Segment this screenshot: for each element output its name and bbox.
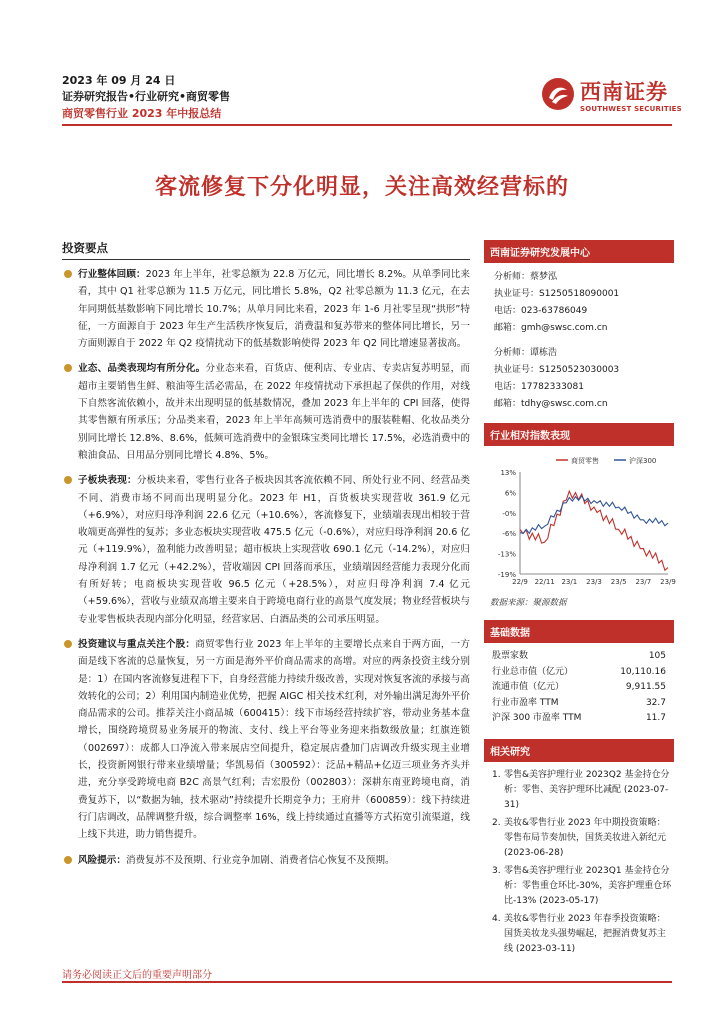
row-label: 沪深 300 市盈率 TTM	[492, 713, 582, 723]
bullet-text: 商贸零售行业 2023 年上半年的主要增长点来自于两方面，一方面是线下客流的总量恢复，另一方面是海外平价商品需求的高增。对应的两条投资主线分别是：1）在国内客流修复进程下下，自身经营能力持续升级改善，实现对恢复客流的承接与高效转化的公司；2）利用国内制造业优势，把握 AIGC 相关技术红利，对外输出满足海外平价商品需求的公司。推荐关注小商品城（600415）：线下市场经营持续扩容，带动业务基本盘增长，围绕跨境贸易业务展开的物流、支付、线上平台等业务迎来指数级放量；红旗连锁（002697）：成都人口净流入带来展店空间提升，稳定展店叠加门店调改升级实现主业增长，投资新网银行带来业绩增量；华凯易佰（300592）：泛品+精品+亿迈三项业务齐头并进，充分享受跨境电商 B2C 高景气红利；吉宏股份（002803）：深耕东南亚跨境电商，消费复苏下，以“数据为轴，技术驱动”持续提升长期竞争力；王府井（600859）：线下持续进行门店调改，品牌调整升级，综合调整率 16%，线上持续通过直播等方式拓宽引流渠道，线上线下共进，助力销售提升。	[78, 638, 471, 841]
analyst-license: 执业证号：S1250523030003	[494, 365, 620, 375]
basic-data-table	[484, 649, 674, 727]
item-number: 2.	[492, 817, 501, 828]
footer-divider	[62, 981, 672, 983]
related-research-item[interactable]	[484, 864, 674, 909]
y-tick-label: -13%	[497, 550, 516, 559]
footer-disclaimer[interactable]: 请务必阅读正文后的重要声明部分	[62, 970, 212, 981]
related-research-list	[484, 768, 674, 957]
row-label: 行业市盈率 TTM	[492, 697, 559, 708]
item-text: 美妆&零售行业 2023 年中期投资策略：零售布局节奏加快，国货美妆进入新纪元 (2023-06-28)	[504, 817, 667, 858]
summary-bullet-industry-review	[62, 266, 470, 352]
summary-bullet-investment-advice	[62, 636, 470, 844]
bullet-text: 分业态来看，百货店、便利店、专业店、专卖店复苏明显，而超市主要销售生鲜、粮油等生活必需品，在 2022 年疫情扰动下承担起了保供的作用，对线下自然客流依赖小，故并未出现明显的低基数情况，叠加 2023 年上半年的 CPI 回落，使得其零售额有所承压；分品类来看，2023 年上半年高频可选消费中的服装鞋帽、化妆品类分别同比增长 12.8%、8.6%，低频可选消费中的金银珠宝类同比增长 17.5%，必选消费中的粮油食品、日用品分别同比增长 4.8%、5%。	[78, 363, 470, 461]
analyst-email[interactable]: 邮箱：tdhy@swsc.com.cn	[494, 399, 608, 409]
summary-heading: 投资要点	[62, 240, 470, 260]
logo-chinese-name: 西南证券	[580, 80, 668, 104]
logo-english-name: SOUTHWEST SECURITIES	[580, 105, 682, 113]
bullet-dot-icon	[64, 364, 72, 372]
item-text: 零售&美容护理行业 2023Q2 基金持仓分析：零售、美容护理环比减配 (2023-07-31)	[504, 769, 670, 810]
logo-emblem-icon	[540, 76, 576, 112]
y-tick-label: -19%	[497, 571, 516, 579]
bullet-text: 分板块来看，零售行业各子板块因其客流依赖不同、所处行业不同、经营品类不同、消费市场不同而出现明显分化。2023 年 H1，百货板块实现营收 361.9 亿元（+6.9%），对应归母净利润 22.6 亿元（+10.6%），客流修复下，业绩端表现出相较于营收端更高弹性的复苏；多业态板块实现营收 475.5 亿元（-0.6%），对应归母净利润 20.6 亿元（+119.9%），盈利能力改善明显；超市板块上实现营收 690.1 亿元（-14.2%），对应归母净利润 1.7 亿元（+42.2%），营收端因 CPI 回落而承压，业绩端因经营能力表现分化而有所好转；电商板块实现营收 96.5 亿元（+28.5%），对应归母净利润 7.4 亿元（+59.6%），营收与业绩双高增主要来自于跨境电商行业的高景气度发展；物业经营板块与专业零售板块表现内部分化明显，经营家居、白酒品类的公司承压明显。	[78, 475, 471, 625]
bullet-dot-icon	[64, 476, 72, 484]
y-tick-label: 13%	[500, 469, 516, 477]
index-chart-svg	[484, 452, 674, 592]
item-number: 3.	[492, 865, 501, 876]
company-logo	[540, 74, 682, 120]
row-value: 105	[648, 651, 666, 661]
bullet-dot-icon	[64, 856, 72, 864]
analyst-phone: 电话：17782333081	[494, 382, 584, 392]
header-divider	[62, 124, 672, 126]
x-tick-label: 23/9	[660, 578, 676, 586]
report-type: 证券研究报告•行业研究•商贸零售	[62, 90, 231, 103]
basic-data-row	[484, 711, 674, 727]
row-value: 32.7	[645, 697, 666, 708]
index-chart-heading: 行业相对指数表现	[484, 423, 674, 446]
report-subtitle: 商贸零售行业 2023 年中报总结	[62, 107, 222, 120]
bullet-label: 风险提示：	[78, 854, 126, 866]
y-tick-label: -6%	[502, 530, 516, 539]
bullet-dot-icon	[64, 640, 72, 648]
legend-label: 沪深300	[629, 457, 657, 465]
investment-summary	[62, 240, 470, 877]
y-tick-label: -0%	[502, 509, 516, 518]
analyst-name: 分析师：蔡梦泓	[494, 272, 558, 282]
bullet-label: 子板块表现：	[78, 475, 137, 487]
related-research-item[interactable]	[484, 912, 674, 957]
analyst-email[interactable]: 邮箱：gmh@swsc.com.cn	[494, 323, 608, 333]
bullet-label: 投资建议与重点关注个股：	[78, 638, 196, 650]
related-research-heading: 相关研究	[484, 739, 674, 762]
item-text: 零售&美容护理行业 2023Q1 基金持仓分析：零售重仓环比-30%，美容护理重仓环比-13% (2023-05-17)	[504, 865, 672, 906]
research-center-heading: 西南证券研究发展中心	[484, 240, 674, 263]
bullet-dot-icon	[64, 270, 72, 278]
related-research-item[interactable]	[484, 816, 674, 861]
chart-source: 数据来源：聚源数据	[490, 598, 567, 608]
analyst-license: 执业证号：S1250518090001	[494, 289, 620, 299]
analyst-block	[484, 269, 674, 413]
index-chart	[484, 452, 674, 592]
basic-data-heading: 基础数据	[484, 620, 674, 643]
bullet-text: 2023 年上半年，社零总额为 22.8 万亿元，同比增长 8.2%。从单季同比来看，其中 Q1 社零总额为 11.5 万亿元，同比增长 5.8%，Q2 社零总额为 11.3 亿元，在去年同期低基数影响下同比增长 10.7%；从单月同比来看，2023 年 1-6 月社零呈现“拱形”特征，一方面源自于 2023 年生产生活秩序恢复后，消费温和复苏带来的整体同比增长，另一方面则源自于 2022 年 Q2 疫情扰动下的低基数影响使得 2023 年 Q2 同比增速显著拔高。	[78, 269, 470, 350]
series-line-csi300	[520, 496, 668, 534]
report-title: 客流修复下分化明显，关注高效经营标的	[154, 175, 569, 200]
analyst-phone: 电话：023-63786049	[494, 306, 588, 316]
sidebar	[484, 240, 674, 960]
item-text: 美妆&零售行业 2023 年春季投资策略：国货美妆龙头强势崛起，把握消费复苏主线 (2023-03-11)	[504, 913, 667, 954]
x-tick-label: 23/3	[586, 578, 602, 586]
legend-label: 商贸零售	[571, 457, 599, 465]
item-number: 1.	[492, 769, 501, 780]
series-line-retail	[520, 491, 668, 570]
x-tick-label: 22/11	[534, 578, 555, 586]
x-tick-label: 23/7	[635, 578, 652, 586]
bullet-text: 消费复苏不及预期、行业竞争加剧、消费者信心恢复不及预期。	[125, 854, 395, 866]
related-research-item[interactable]	[484, 768, 674, 813]
summary-bullet-sub-sectors	[62, 472, 470, 628]
x-tick-label: 22/9	[512, 578, 528, 586]
bullet-label: 业态、品类表现均有所分化。	[78, 363, 206, 375]
row-value: 11.7	[645, 713, 666, 723]
report-date: 2023 年 09 月 24 日	[62, 74, 176, 87]
basic-data-row	[484, 696, 674, 712]
analyst-name: 分析师：谭栋浩	[494, 348, 558, 358]
basic-data-row	[484, 680, 674, 696]
x-tick-label: 23/1	[561, 578, 578, 586]
row-value: 9,911.55	[625, 682, 666, 692]
row-label: 股票家数	[492, 651, 529, 661]
item-number: 4.	[492, 913, 501, 924]
row-label: 流通市值（亿元）	[492, 682, 565, 692]
summary-bullet-risk	[62, 852, 470, 869]
row-label: 行业总市值（亿元）	[492, 666, 574, 677]
row-value: 10,110.16	[620, 666, 666, 677]
summary-bullet-formats-categories	[62, 360, 470, 464]
basic-data-row	[484, 649, 674, 665]
basic-data-row	[484, 665, 674, 681]
x-tick-label: 23/5	[610, 578, 627, 586]
bullet-label: 行业整体回顾：	[78, 269, 146, 280]
y-tick-label: 6%	[504, 489, 516, 498]
